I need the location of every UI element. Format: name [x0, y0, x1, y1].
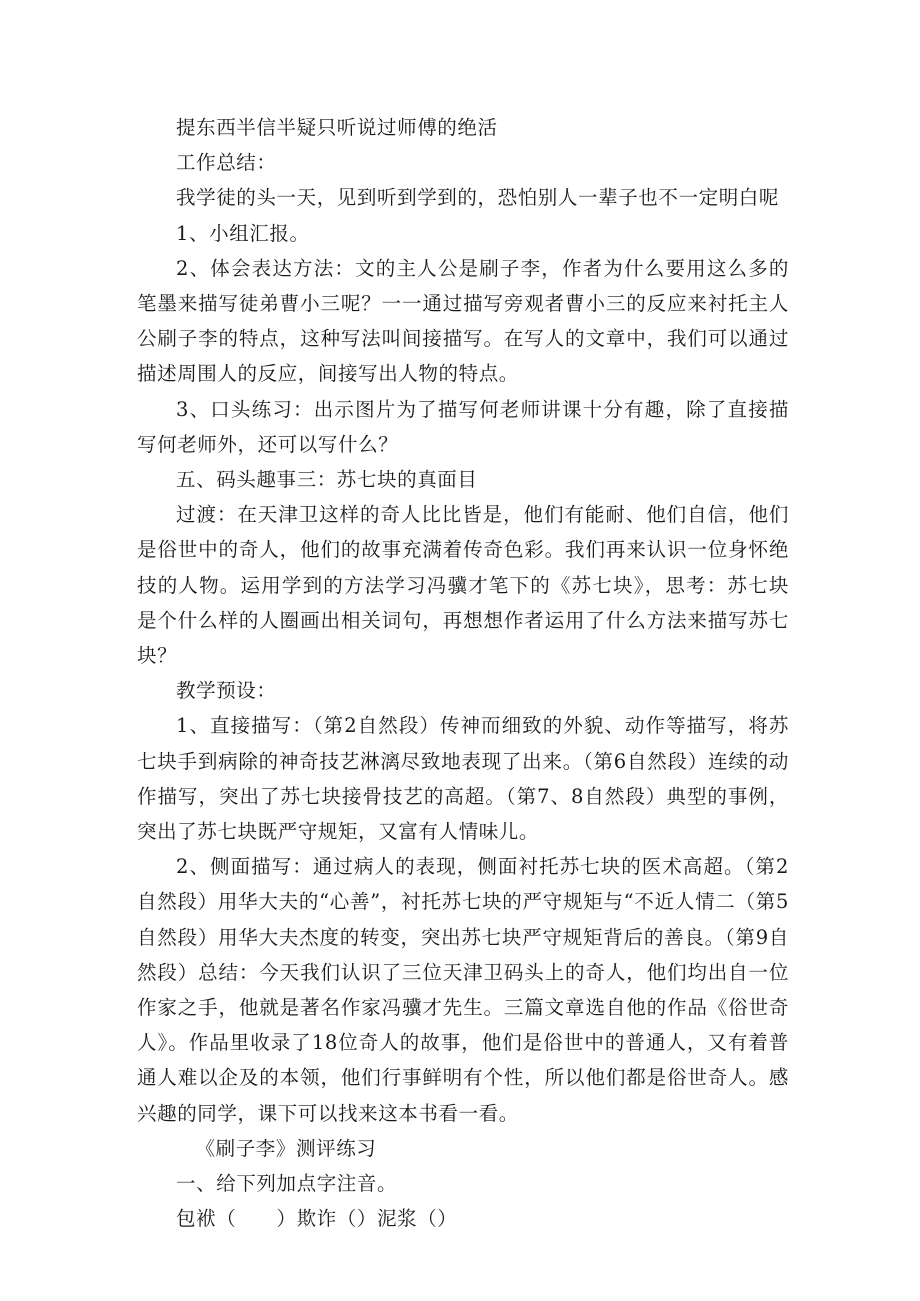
exercise-title: 《刷子李》测评练习: [195, 1136, 377, 1160]
section-heading-su-qikuai: 五、码头趣事三：苏七块的真面目: [176, 468, 478, 492]
paragraph-direct-description: 1、直接描写：（第2自然段）传神而细致的外貌、动作等描写，将苏七块手到病除的神奇技艺淋漓尽致地表现了出来。（第6自然段）连续的动作描写，突出了苏七块接骨技艺的高超。（第7、8自然段）典型的事例，突出了苏七块既严守规矩，又富有人情味儿。: [137, 714, 789, 844]
exercise-items: 包袱（ ）欺诈（）泥浆（）: [176, 1207, 458, 1231]
paragraph-oral-practice: 3、口头练习：出示图片为了描写何老师讲课十分有趣，除了直接描写何老师外，还可以写什么？: [137, 397, 789, 456]
exercise-instruction: 一、给下列加点字注音。: [176, 1172, 398, 1196]
paragraph-teaching-preset-heading: 教学预设：: [176, 679, 277, 703]
paragraph-apprentice-quote: 我学徒的头一天，见到听到学到的，恐怕别人一辈子也不一定明白呢: [176, 186, 780, 210]
paragraph-work-summary-heading: 工作总结：: [176, 151, 277, 175]
document-body: [137, 110, 789, 1237]
paragraph-transition: 过渡：在天津卫这样的奇人比比皆是，他们有能耐、他们自信，他们是俗世中的奇人，他们的故事充满着传奇色彩。我们再来认识一位身怀绝技的人物。运用学到的方法学习冯骥才笔下的《苏七块》，思考：苏七块是个什么样的人圈画出相关词句，再想想作者运用了什么方法来描写苏七块？: [137, 503, 789, 668]
paragraph-expression-method: 2、体会表达方法：文的主人公是刷子李，作者为什么要用这么多的笔墨来描写徒弟曹小三呢？一一通过描写旁观者曹小三的反应来衬托主人公刷子李的特点，这种写法叫间接描写。在写人的文章中，我们可以通过描述周围人的反应，间接写出人物的特点。: [137, 256, 789, 386]
paragraph-side-description: 2、侧面描写：通过病人的表现，侧面衬托苏七块的医术高超。（第2自然段）用华大夫的“心善”，衬托苏七块的严守规矩与“不近人情二（第5自然段）用华大夫杰度的转变，突出苏七块严守规矩背后的善良。（第9自然段）总结：今天我们认识了三位天津卫码头上的奇人，他们均出自一位作家之手，他就是著名作家冯骥才先生。三篇文章选自他的作品《俗世奇人》。作品里收录了18位奇人的故事，他们是俗世中的普通人，又有着普通人难以企及的本领，他们行事鲜明有个性，所以他们都是俗世奇人。感兴趣的同学，课下可以找来这本书看一看。: [137, 855, 789, 1125]
paragraph-group-report: 1、小组汇报。: [176, 221, 310, 245]
paragraph-intro-line: 提东西半信半疑只听说过师傅的绝活: [176, 116, 498, 139]
